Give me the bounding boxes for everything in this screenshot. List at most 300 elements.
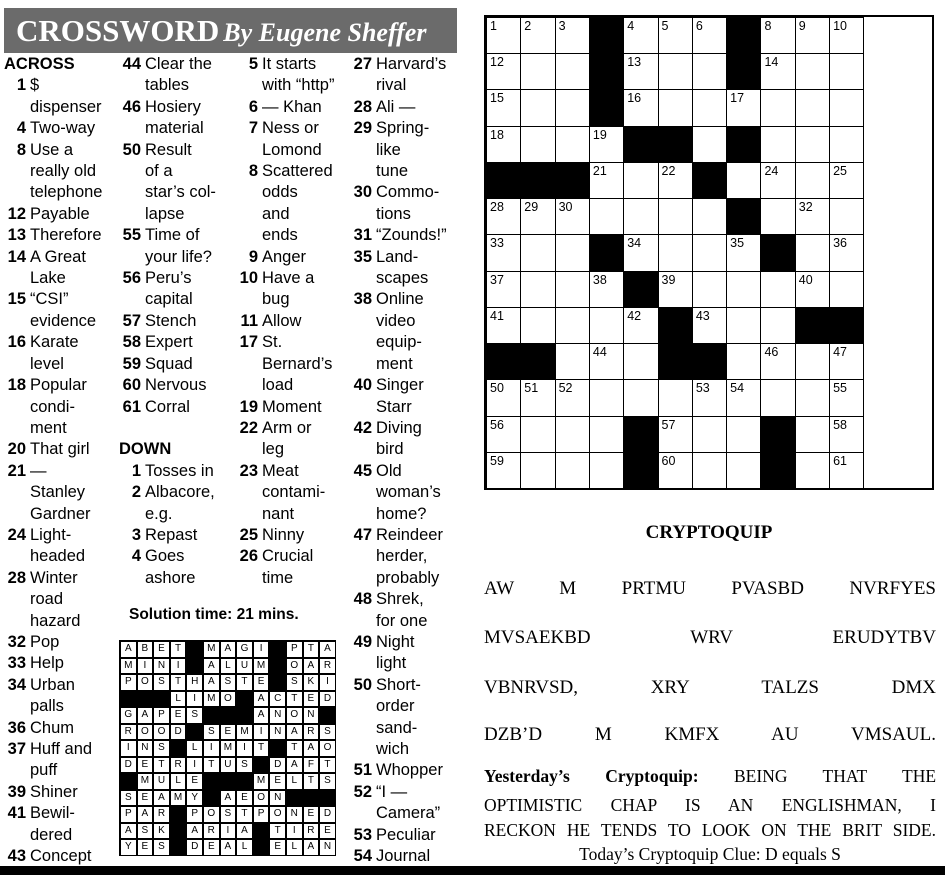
solution-letter-cell: A bbox=[253, 707, 270, 724]
black-cell bbox=[555, 162, 590, 199]
answer-cell[interactable] bbox=[486, 307, 521, 344]
cell-number: 30 bbox=[558, 200, 573, 215]
answer-cell[interactable] bbox=[760, 162, 795, 199]
clue-number: 41 bbox=[7, 804, 26, 823]
cell-number: 9 bbox=[798, 19, 806, 33]
answer-cell[interactable] bbox=[829, 343, 864, 380]
clue-text-line: tune bbox=[376, 162, 409, 181]
answer-cell[interactable] bbox=[795, 379, 830, 416]
yesterday-answer-start: BEING THAT THE bbox=[734, 766, 937, 786]
clue-text-line: Stench bbox=[145, 311, 197, 330]
clue-text-line: Whopper bbox=[376, 761, 443, 780]
answer-cell[interactable] bbox=[486, 198, 521, 235]
black-cell bbox=[760, 452, 795, 489]
clue-16 bbox=[4, 332, 103, 375]
solution-letter-cell: N bbox=[269, 707, 286, 724]
answer-cell[interactable] bbox=[486, 234, 521, 271]
cell-number: 41 bbox=[490, 308, 504, 323]
answer-cell[interactable] bbox=[520, 126, 555, 163]
solution-letter-cell: A bbox=[186, 823, 203, 840]
answer-cell[interactable] bbox=[726, 379, 761, 416]
answer-cell[interactable] bbox=[692, 89, 727, 126]
solution-letter-cell: D bbox=[186, 839, 203, 856]
answer-cell[interactable] bbox=[692, 271, 727, 308]
solution-letter-cell: Y bbox=[186, 790, 203, 807]
answer-cell[interactable] bbox=[795, 198, 830, 235]
clue-text-line: Old bbox=[376, 461, 402, 480]
answer-cell[interactable] bbox=[760, 379, 795, 416]
black-cell bbox=[726, 17, 761, 54]
answer-cell[interactable] bbox=[795, 162, 830, 199]
clue-number: 50 bbox=[353, 675, 372, 694]
solution-letter-cell: C bbox=[269, 691, 286, 708]
cell-number: 50 bbox=[490, 381, 504, 396]
solution-letter-cell: E bbox=[303, 691, 320, 708]
clue-59 bbox=[119, 354, 216, 375]
clue-text-line: ment bbox=[376, 354, 413, 373]
solution-letter-cell: K bbox=[303, 674, 320, 691]
solution-letter-cell: E bbox=[269, 773, 286, 790]
solution-black-cell bbox=[203, 773, 220, 790]
solution-letter-cell: D bbox=[319, 806, 336, 823]
answer-cell[interactable] bbox=[795, 234, 830, 271]
answer-cell[interactable] bbox=[555, 379, 590, 416]
clue-37 bbox=[4, 739, 103, 782]
answer-cell[interactable] bbox=[658, 17, 693, 54]
answer-cell[interactable] bbox=[692, 416, 727, 453]
answer-cell[interactable] bbox=[726, 162, 761, 199]
answer-cell[interactable] bbox=[658, 379, 693, 416]
solution-letter-cell: A bbox=[137, 806, 154, 823]
solution-letter-cell: R bbox=[303, 823, 320, 840]
clue-number: 55 bbox=[122, 226, 141, 245]
solution-black-cell bbox=[269, 658, 286, 675]
clue-41 bbox=[4, 803, 103, 846]
cell-number: 43 bbox=[695, 308, 710, 323]
solution-letter-cell: S bbox=[137, 823, 154, 840]
answer-cell[interactable] bbox=[589, 162, 624, 199]
clue-number: 12 bbox=[7, 204, 26, 223]
clue-text-line: Karate bbox=[30, 333, 79, 352]
answer-cell[interactable] bbox=[520, 307, 555, 344]
answer-cell[interactable] bbox=[623, 234, 658, 271]
answer-cell[interactable] bbox=[520, 234, 555, 271]
clue-number: 59 bbox=[122, 354, 141, 373]
black-cell bbox=[726, 198, 761, 235]
clue-text-line: Shiner bbox=[30, 782, 78, 801]
answer-cell[interactable] bbox=[692, 379, 727, 416]
answer-cell[interactable] bbox=[623, 198, 658, 235]
clue-11 bbox=[236, 311, 334, 332]
answer-cell[interactable] bbox=[726, 416, 761, 453]
clue-text-line: Time of bbox=[145, 226, 200, 245]
answer-cell[interactable] bbox=[795, 126, 830, 163]
answer-cell[interactable] bbox=[623, 17, 658, 54]
answer-cell[interactable] bbox=[760, 343, 795, 380]
clue-text-line: Lake bbox=[30, 269, 66, 288]
clue-35 bbox=[350, 247, 447, 290]
solution-letter-cell: D bbox=[319, 691, 336, 708]
clue-50 bbox=[119, 140, 216, 226]
cell-number: 36 bbox=[833, 236, 847, 251]
answer-cell[interactable] bbox=[726, 89, 761, 126]
clue-text-line: Ninny bbox=[262, 525, 305, 544]
answer-cell[interactable] bbox=[623, 53, 658, 90]
solution-letter-cell: B bbox=[137, 641, 154, 658]
clue-text-line: “I — bbox=[376, 782, 408, 801]
clue-text-line: Winter bbox=[30, 568, 78, 587]
solution-black-cell bbox=[170, 740, 187, 757]
solution-letter-cell: N bbox=[137, 740, 154, 757]
answer-cell[interactable] bbox=[726, 271, 761, 308]
answer-cell[interactable] bbox=[520, 198, 555, 235]
clue-column-1 bbox=[4, 54, 103, 867]
answer-cell[interactable] bbox=[520, 53, 555, 90]
answer-cell[interactable] bbox=[486, 379, 521, 416]
solution-letter-cell: T bbox=[303, 773, 320, 790]
answer-cell[interactable] bbox=[829, 416, 864, 453]
clue-number: 50 bbox=[122, 140, 141, 159]
answer-cell[interactable] bbox=[555, 343, 590, 380]
answer-cell[interactable] bbox=[520, 379, 555, 416]
solution-letter-cell: T bbox=[170, 641, 187, 658]
solution-letter-cell: I bbox=[186, 691, 203, 708]
answer-cell[interactable] bbox=[486, 17, 521, 54]
answer-cell[interactable] bbox=[623, 307, 658, 344]
clue-45 bbox=[350, 461, 447, 525]
answer-cell[interactable] bbox=[692, 17, 727, 54]
clue-text-line: “CSI” bbox=[30, 290, 69, 309]
clue-30 bbox=[350, 182, 447, 225]
clue-number: 44 bbox=[122, 55, 141, 73]
solution-letter-cell: M bbox=[170, 790, 187, 807]
answer-cell[interactable] bbox=[726, 343, 761, 380]
cell-number: 22 bbox=[661, 163, 676, 178]
cell-number: 18 bbox=[490, 127, 504, 142]
clue-text-line: Land- bbox=[376, 247, 419, 266]
answer-cell[interactable] bbox=[658, 416, 693, 453]
answer-cell[interactable] bbox=[623, 343, 658, 380]
answer-cell[interactable] bbox=[555, 198, 590, 235]
answer-cell[interactable] bbox=[520, 416, 555, 453]
clue-text-line: $ bbox=[30, 76, 40, 95]
answer-cell[interactable] bbox=[623, 89, 658, 126]
answer-cell[interactable] bbox=[555, 89, 590, 126]
answer-cell[interactable] bbox=[760, 89, 795, 126]
answer-cell[interactable] bbox=[589, 379, 624, 416]
answer-cell[interactable] bbox=[658, 271, 693, 308]
clue-44 bbox=[119, 54, 216, 97]
black-cell bbox=[520, 162, 555, 199]
solution-letter-cell: A bbox=[220, 790, 237, 807]
answer-cell[interactable] bbox=[555, 452, 590, 489]
answer-cell[interactable] bbox=[589, 271, 624, 308]
answer-cell[interactable] bbox=[726, 307, 761, 344]
answer-cell[interactable] bbox=[555, 53, 590, 90]
black-cell bbox=[623, 452, 658, 489]
answer-cell[interactable] bbox=[760, 198, 795, 235]
clue-text-line: telephone bbox=[30, 183, 103, 202]
clue-56 bbox=[119, 268, 216, 311]
yesterday-answer-line-2: OPTIMISTIC CHAP IS AN ENGLISHMAN, I bbox=[484, 795, 936, 815]
answer-cell[interactable] bbox=[486, 271, 521, 308]
clue-text-line: rival bbox=[376, 76, 407, 95]
solution-black-cell bbox=[269, 740, 286, 757]
answer-cell[interactable] bbox=[726, 234, 761, 271]
solution-letter-cell: E bbox=[153, 641, 170, 658]
clue-4 bbox=[119, 546, 216, 589]
answer-cell[interactable] bbox=[829, 17, 864, 54]
solution-letter-cell: R bbox=[203, 823, 220, 840]
solution-letter-cell: P bbox=[153, 707, 170, 724]
clue-column-4 bbox=[350, 54, 447, 867]
answer-cell[interactable] bbox=[520, 452, 555, 489]
answer-cell[interactable] bbox=[658, 89, 693, 126]
cell-number: 55 bbox=[833, 381, 847, 396]
solution-letter-cell: O bbox=[253, 790, 270, 807]
solution-letter-cell: I bbox=[253, 641, 270, 658]
answer-cell[interactable] bbox=[795, 343, 830, 380]
answer-cell[interactable] bbox=[795, 452, 830, 489]
answer-cell[interactable] bbox=[589, 307, 624, 344]
clue-number: 29 bbox=[353, 119, 372, 138]
answer-cell[interactable] bbox=[760, 271, 795, 308]
cell-number: 56 bbox=[490, 417, 504, 432]
cell-number: 38 bbox=[592, 272, 607, 287]
clue-50 bbox=[350, 675, 447, 761]
black-cell bbox=[726, 53, 761, 90]
solution-black-cell bbox=[236, 773, 253, 790]
clue-text-line: Arm or bbox=[262, 418, 312, 437]
clue-text-line: Peculiar bbox=[376, 825, 436, 844]
clue-number: 33 bbox=[7, 654, 26, 673]
clue-1 bbox=[119, 461, 216, 482]
clue-9 bbox=[236, 247, 334, 268]
clue-number: 28 bbox=[353, 97, 372, 116]
answer-cell[interactable] bbox=[555, 17, 590, 54]
answer-cell[interactable] bbox=[589, 416, 624, 453]
answer-cell[interactable] bbox=[829, 89, 864, 126]
answer-cell[interactable] bbox=[692, 307, 727, 344]
solution-letter-cell: T bbox=[269, 823, 286, 840]
black-cell bbox=[692, 343, 727, 380]
clue-number: 49 bbox=[353, 632, 372, 651]
answer-cell[interactable] bbox=[589, 198, 624, 235]
answer-cell[interactable] bbox=[795, 89, 830, 126]
clue-8 bbox=[236, 161, 334, 247]
clue-number: 6 bbox=[248, 97, 258, 116]
clue-text-line: your life? bbox=[145, 247, 212, 266]
clue-text-line: tables bbox=[145, 76, 190, 95]
answer-cell[interactable] bbox=[658, 162, 693, 199]
clue-text-line: road bbox=[30, 590, 64, 609]
solution-black-cell bbox=[203, 707, 220, 724]
answer-cell[interactable] bbox=[658, 234, 693, 271]
clue-text-line: material bbox=[145, 119, 204, 138]
black-cell bbox=[829, 307, 864, 344]
cryptoquip-line-2: MVSAEKBD WRV ERUDYTBV bbox=[484, 627, 936, 648]
answer-cell[interactable] bbox=[658, 198, 693, 235]
cryptoquip-clue: Today’s Cryptoquip Clue: D equals S bbox=[579, 844, 841, 864]
cell-number: 28 bbox=[490, 200, 504, 215]
solution-letter-cell: O bbox=[269, 806, 286, 823]
solution-letter-cell: T bbox=[286, 691, 303, 708]
answer-cell[interactable] bbox=[589, 343, 624, 380]
answer-cell[interactable] bbox=[555, 271, 590, 308]
solution-black-cell bbox=[303, 790, 320, 807]
clue-text-line: Goes bbox=[145, 547, 185, 566]
cell-number: 3 bbox=[558, 19, 566, 33]
solution-black-cell bbox=[170, 806, 187, 823]
clue-10 bbox=[236, 268, 334, 311]
clue-text-line: Online bbox=[376, 290, 424, 309]
answer-cell[interactable] bbox=[829, 198, 864, 235]
cell-number: 44 bbox=[592, 345, 607, 360]
answer-cell[interactable] bbox=[795, 53, 830, 90]
solution-letter-cell: P bbox=[286, 641, 303, 658]
clue-number: 1 bbox=[16, 76, 26, 95]
solution-letter-cell: G bbox=[120, 707, 137, 724]
cell-number: 12 bbox=[490, 55, 504, 70]
solution-letter-cell: A bbox=[220, 839, 237, 856]
clue-number: 15 bbox=[7, 290, 26, 309]
answer-cell[interactable] bbox=[486, 89, 521, 126]
clue-24 bbox=[4, 525, 103, 568]
cell-number: 54 bbox=[730, 381, 745, 396]
clue-text-line: Squad bbox=[145, 354, 193, 373]
clue-27 bbox=[350, 54, 447, 97]
answer-cell[interactable] bbox=[829, 53, 864, 90]
answer-cell[interactable] bbox=[829, 162, 864, 199]
answer-cell[interactable] bbox=[829, 234, 864, 271]
answer-cell[interactable] bbox=[520, 17, 555, 54]
clue-13 bbox=[4, 225, 103, 246]
clue-number: 37 bbox=[7, 740, 26, 758]
clue-36 bbox=[4, 718, 103, 739]
clue-text-line: Shrek, bbox=[376, 590, 424, 609]
clue-text-line: leg bbox=[262, 440, 285, 459]
solution-black-cell bbox=[220, 707, 237, 724]
answer-cell[interactable] bbox=[760, 126, 795, 163]
yesterday-label: Yesterday’s Cryptoquip: bbox=[484, 766, 699, 786]
answer-cell[interactable] bbox=[555, 307, 590, 344]
answer-cell[interactable] bbox=[692, 53, 727, 90]
answer-cell[interactable] bbox=[760, 307, 795, 344]
clue-text-line: “Zounds!” bbox=[376, 226, 447, 245]
solution-letter-cell: T bbox=[303, 641, 320, 658]
clue-8 bbox=[4, 140, 103, 204]
answer-cell[interactable] bbox=[795, 17, 830, 54]
clue-49 bbox=[350, 632, 447, 675]
answer-cell[interactable] bbox=[486, 53, 521, 90]
solution-letter-cell: K bbox=[153, 823, 170, 840]
clue-column-3 bbox=[236, 54, 334, 589]
clue-53 bbox=[350, 825, 447, 846]
clue-7 bbox=[236, 118, 334, 161]
answer-cell[interactable] bbox=[555, 126, 590, 163]
clue-text-line: odds bbox=[262, 183, 298, 202]
answer-cell[interactable] bbox=[623, 379, 658, 416]
clue-text-line: Ness or bbox=[262, 119, 319, 138]
black-cell bbox=[520, 343, 555, 380]
solution-letter-cell: S bbox=[236, 757, 253, 774]
clue-text-line: Tosses in bbox=[145, 461, 214, 480]
spacer bbox=[119, 418, 216, 439]
solution-letter-cell: N bbox=[286, 806, 303, 823]
answer-cell[interactable] bbox=[520, 271, 555, 308]
clue-text-line: ashore bbox=[145, 568, 196, 587]
solution-letter-cell: E bbox=[220, 724, 237, 741]
yesterday-answer-line-3: RECKON HE TENDS TO LOOK ON THE BRIT SIDE. bbox=[484, 820, 936, 840]
solution-letter-cell: R bbox=[319, 658, 336, 675]
answer-cell[interactable] bbox=[795, 416, 830, 453]
clue-text-line: — Khan bbox=[262, 97, 322, 116]
clue-number: 8 bbox=[16, 140, 26, 159]
answer-cell[interactable] bbox=[760, 17, 795, 54]
solution-letter-cell: E bbox=[137, 757, 154, 774]
solution-letter-cell: S bbox=[153, 674, 170, 691]
answer-cell[interactable] bbox=[829, 379, 864, 416]
cell-number: 14 bbox=[764, 55, 779, 70]
answer-cell[interactable] bbox=[486, 126, 521, 163]
answer-cell[interactable] bbox=[555, 416, 590, 453]
answer-cell[interactable] bbox=[726, 452, 761, 489]
black-cell bbox=[486, 343, 521, 380]
clue-25 bbox=[236, 525, 334, 546]
solution-letter-cell: A bbox=[120, 641, 137, 658]
answer-cell[interactable] bbox=[589, 452, 624, 489]
solution-letter-cell: E bbox=[303, 806, 320, 823]
answer-cell[interactable] bbox=[795, 271, 830, 308]
clue-text-line: — bbox=[30, 461, 47, 480]
answer-cell[interactable] bbox=[692, 452, 727, 489]
solution-letter-cell: A bbox=[286, 757, 303, 774]
answer-cell[interactable] bbox=[658, 53, 693, 90]
clue-number: 36 bbox=[7, 718, 26, 737]
answer-cell[interactable] bbox=[520, 89, 555, 126]
answer-cell[interactable] bbox=[760, 53, 795, 90]
clue-text-line: dered bbox=[30, 825, 73, 844]
solution-letter-cell: A bbox=[236, 823, 253, 840]
clue-number: 52 bbox=[353, 782, 372, 801]
clue-17 bbox=[236, 332, 334, 396]
solution-letter-cell: O bbox=[220, 691, 237, 708]
solution-letter-cell: O bbox=[153, 724, 170, 741]
answer-cell[interactable] bbox=[658, 452, 693, 489]
answer-cell[interactable] bbox=[829, 126, 864, 163]
answer-cell[interactable] bbox=[692, 126, 727, 163]
answer-cell[interactable] bbox=[829, 452, 864, 489]
clue-18 bbox=[4, 375, 103, 439]
answer-cell[interactable] bbox=[692, 198, 727, 235]
solution-letter-cell: O bbox=[137, 724, 154, 741]
answer-cell[interactable] bbox=[829, 271, 864, 308]
answer-cell[interactable] bbox=[589, 126, 624, 163]
solution-black-cell bbox=[186, 724, 203, 741]
clue-text-line: star’s col- bbox=[145, 183, 216, 202]
solution-letter-cell: E bbox=[236, 790, 253, 807]
black-cell bbox=[589, 17, 624, 54]
answer-cell[interactable] bbox=[692, 234, 727, 271]
answer-cell[interactable] bbox=[486, 416, 521, 453]
clue-text-line: woman’s bbox=[376, 483, 441, 502]
answer-cell[interactable] bbox=[623, 162, 658, 199]
section-heading-down: DOWN bbox=[119, 440, 172, 459]
answer-cell[interactable] bbox=[486, 452, 521, 489]
clue-text-line: Spring- bbox=[376, 119, 430, 138]
answer-cell[interactable] bbox=[555, 234, 590, 271]
clue-text-line: bug bbox=[262, 290, 290, 309]
